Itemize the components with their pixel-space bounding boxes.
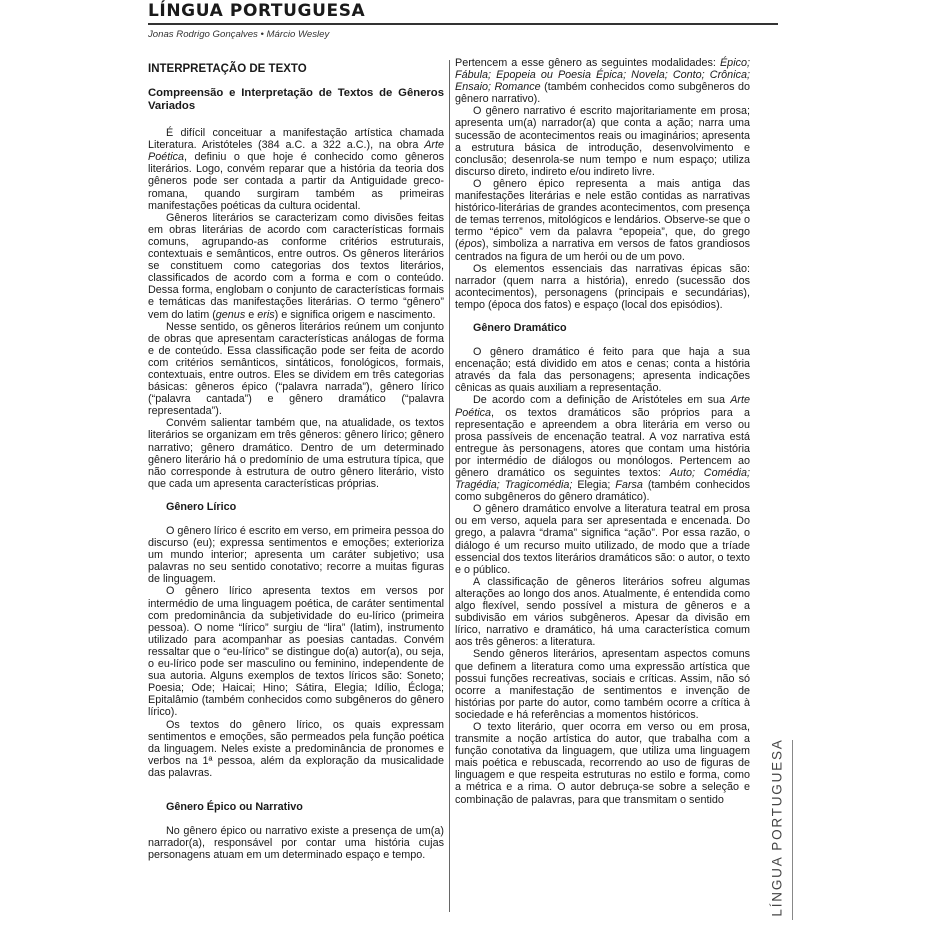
- section-title: INTERPRETAÇÃO DE TEXTO: [148, 63, 307, 75]
- paragraph-elementos: Os elementos essenciais das narrativas épicas são: narrador (quem narra a história), enredo (sucessão dos acontecimentos), personagens (principais e secundárias), tempo (época dos fatos) e espaço (local dos episódios).: [455, 262, 750, 311]
- side-tab: [762, 740, 792, 915]
- header-rule: [148, 23, 778, 25]
- paragraph-narrativo: O gênero narrativo é escrito majoritariamente em prosa; apresenta um(a) narrador(a) que conta a ação; narra uma sucessão de acontecimentos reais ou imaginários; apresenta a estrutura básica de introdução, desenvolvimento e conclusão; desenrola-se num tempo e num espaço; utiliza discurso direto, indireto e/ou indireto livre.: [455, 105, 750, 178]
- paragraph-dramatico-1: O gênero dramático é feito para que haja a sua encenação; está dividido em atos e cenas; conta a história através da fala das personagens; apresenta indicações cênicas as quais auxiliam a representação.: [455, 346, 750, 395]
- paragraph-categorias: Nesse sentido, os gêneros literários reúnem um conjunto de obras que apresentam características análogas de forma e de conteúdo. Essa classificação pode ser feita de acordo com critérios semânticos, sintáticos, fonológicos, formais, contextuais, entre outros. Eles se dividem em três categorias básicas: gêneros épico (“palavra narrada”), gênero lírico (“palavra cantada”) e gênero dramático (“palavra representada”).: [148, 320, 444, 418]
- paragraph-modalidades: Pertencem a esse gênero as seguintes modalidades: Épico; Fábula; Epopeia ou Poesia Épica; Novela; Conto; Crônica; Ensaio; Romance (também conhecidos como subgêneros do gênero narrativo).: [455, 57, 750, 106]
- paragraph-epico-1: No gênero épico ou narrativo existe a presença de um(a) narrador(a), responsável por contar uma história cujas personagens atuam em um determinado espaço e tempo.: [148, 825, 444, 862]
- paragraph-generos: Gêneros literários se caracterizam como divisões feitas em obras literárias de acordo com características formais comuns, agrupando-as conforme critérios estruturais, contextuais e semânticos, entre outros. Os gêneros literários se constituem como categorias dos textos literários, classificados de acordo com a forma e com o conteúdo. Dessa forma, englobam o conjunto de características formais e temáticas das manifestações literárias. O termo “gênero” vem do latim (genus e eris) e significa origem e nascimento.: [148, 211, 444, 321]
- page-header: [148, 0, 766, 40]
- paragraph-dramatico-3: O gênero dramático envolve a literatura teatral em prosa ou em verso, aquela para ser apresentada e encenada. Do grego, a palavra “drama” significa “ação”. Por essa razão, o diálogo é um recurso muito utilizado, de modo que a tríade essencial dos textos literários dramáticos são: o autor, o texto e o público.: [455, 503, 750, 576]
- heading-dramatico: Gênero Dramático: [473, 321, 567, 334]
- heading-epico: Gênero Épico ou Narrativo: [166, 800, 303, 813]
- paragraph-atualidade: Convém salientar também que, na atualidade, os textos literários se organizam em três gêneros: gênero lírico; gênero narrativo; gênero dramático. Dentro de um determinado gênero literário há o predomínio de uma estrutura típica, que não corresponde à estrutura de outro gênero literário, visto que cada um apresenta características próprias.: [148, 417, 444, 490]
- paragraph-lirico-2: O gênero lírico apresenta textos em versos por intermédio de uma linguagem poética, de caráter sentimental com predominância da subjetividade do eu-lírico (primeira pessoa). O nome “lírico” surgiu de “lira” (latim), instrumento utilizado para acompanhar as poesias cantadas. Convém ressaltar que o “eu-lírico” se distingue do(a) autor(a), ou seja, o eu-lírico pode ser masculino ou feminino, independente de sua autoria. Alguns exemplos de textos líricos são: Soneto; Poesia; Ode; Haicai; Hino; Sátira, Elegia; Idílio, Écloga; Epitalâmio (também conhecidos como subgêneros do gênero lírico).: [148, 585, 444, 719]
- paragraph-dramatico-2: De acordo com a definição de Aristóteles em sua Arte Poética, os textos dramáticos são próprios para a representação e apreendem a obra literária em verso ou prosa passíveis de encenação teatral. A voz narrativa está entregue às personagens, atores que contam uma história por intermédio de diálogos ou monólogos. Pertencem ao gênero dramático os seguintes textos: Auto; Comédia; Tragédia; Tragicomédia; Elegia; Farsa (também conhecidos como subgêneros do gênero dramático).: [455, 394, 751, 504]
- paragraph-lirico-1: O gênero lírico é escrito em verso, em primeira pessoa do discurso (eu); expressa sentimentos e emoções; exterioriza um mundo interior; apresenta um caráter subjetivo; usa palavras no seu sentido conotativo; recorre a muitas figuras de linguagem.: [148, 525, 444, 586]
- page-title: LÍNGUA PORTUGUESA: [148, 1, 366, 21]
- paragraph-intro: É difícil conceituar a manifestação artística chamada Literatura. Aristóteles (384 a.C. a 322 a.C.), na obra Arte Poética, definiu o que hoje é conhecido como gêneros literários. Logo, convém reparar que a história da teoria dos gêneros pode ser contada a partir da Antiguidade greco-romana, quando surgiram também as primeiras manifestações poéticas da cultura ocidental.: [148, 127, 444, 212]
- paragraph-lirico-3: Os textos do gênero lírico, os quais expressam sentimentos e emoções, são permeados pela função poética da linguagem. Neles existe a predominância de pronomes e verbos na 1ª pessoa, além da exploração da musicalidade das palavras.: [148, 718, 444, 779]
- subtitle: Compreensão e Interpretação de Textos de Gêneros Variados: [148, 87, 444, 113]
- right-column: [455, 57, 750, 806]
- column-divider: [449, 60, 450, 912]
- paragraph-texto-literario: O texto literário, quer ocorra em verso ou em prosa, transmite a noção artística do autor, que trabalha com a função conotativa da linguagem, que utiliza uma linguagem mais poética e rebuscada, recorrendo ao uso de figuras de linguagem e que respeita estruturas no estilo e forma, como a métrica e a rima. O autor debruça-se sobre a seleção e combinação de palavras, para que transmitam o sentido: [455, 720, 750, 806]
- paragraph-aspectos: Sendo gêneros literários, apresentam aspectos comuns que definem a literatura como uma expressão artística que possui funções recreativas, sociais e críticas. Assim, não só ocorre a manifestação de sentimentos e invenção de histórias por parte do autor, como também ocorre a crítica à sociedade e há referências a momentos históricos.: [455, 648, 750, 721]
- heading-lirico: Gênero Lírico: [166, 500, 237, 513]
- side-tab-label: LÍNGUA PORTUGUESA: [769, 738, 785, 917]
- paragraph-epico-2: O gênero épico representa a mais antiga das manifestações literárias e nele estão contidas as narrativas histórico-literárias de grandes acontecimentos, com presença de temas terrenos, mitológicos e lendários. Observe-se que o termo “épico” vem da palavra “epopeia”, que, do grego (épos), simboliza a narrativa em versos de fatos grandiosos centrados na figura de um herói ou de um povo.: [455, 177, 750, 263]
- paragraph-classificacao: A classificação de gêneros literários sofreu algumas alterações ao longo dos anos. Atualmente, é entendida como algo flexível, sendo possível a mistura de gêneros e a subdivisão em vários subgêneros. Apesar da divisão em lírico, narrativo e dramático, há uma característica comum aos três gêneros: a literatura.: [455, 575, 750, 649]
- left-column: [148, 57, 444, 861]
- authors: Jonas Rodrigo Gonçalves • Márcio Wesley: [148, 29, 330, 40]
- side-rule: [792, 740, 793, 920]
